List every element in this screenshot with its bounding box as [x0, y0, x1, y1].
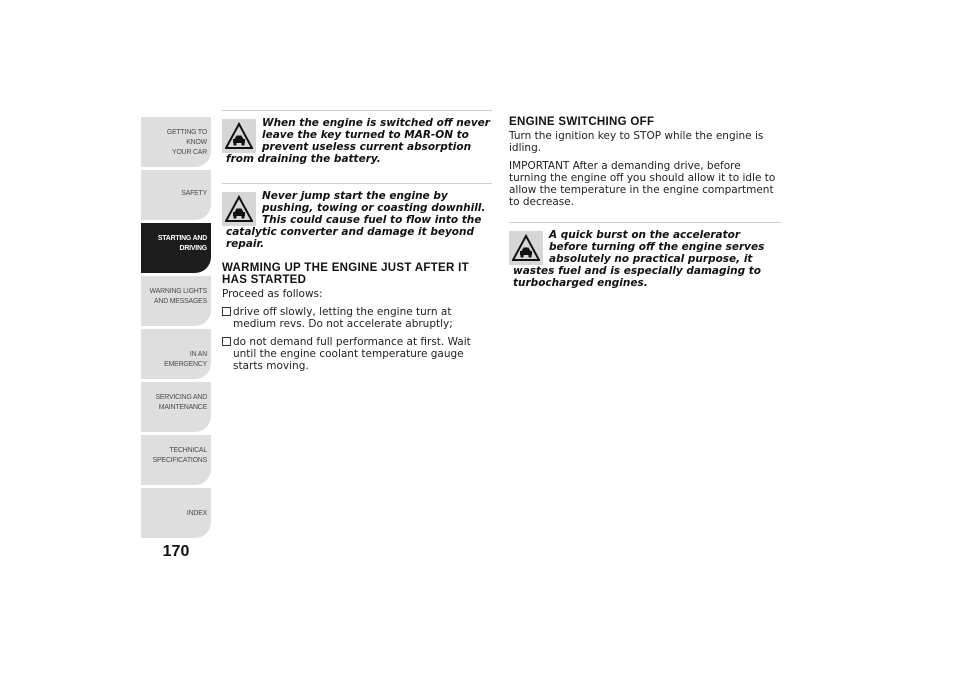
tab-starting-and-driving[interactable]	[141, 223, 211, 273]
checkbox-bullet-icon	[222, 307, 231, 316]
right-column	[509, 110, 781, 299]
section-heading: WARMING UP THE ENGINE JUST AFTER IT HAS STARTED	[222, 262, 469, 286]
chapter-tabs	[141, 117, 211, 541]
list-item	[222, 336, 492, 372]
warning-car-icon	[509, 231, 543, 265]
warning-box	[222, 110, 492, 165]
tab-label: STARTING AND DRIVING	[157, 233, 207, 252]
tab-technical-specifications[interactable]	[141, 435, 211, 485]
tab-label: GETTING TO KNOW YOUR CAR	[166, 127, 207, 156]
tab-getting-to-know[interactable]	[141, 117, 211, 167]
tab-servicing[interactable]	[141, 382, 211, 432]
tab-label: INDEX	[186, 508, 207, 517]
tab-label: SERVICING AND MAINTENANCE	[155, 392, 207, 411]
page-number: 170	[162, 543, 190, 560]
warning-box	[222, 183, 492, 250]
warning-text: Never jump start the engine by pushing, towing or coasting downhill. This could cause fuel to flow into the catalytic converter and damage it beyond repair.	[226, 190, 486, 250]
list-item-text: do not demand full performance at first. Wait until the engine coolant temperature gauge starts moving.	[233, 336, 471, 372]
section-heading: ENGINE SWITCHING OFF	[509, 116, 655, 128]
warning-text: A quick burst on the accelerator before turning off the engine serves absolutely no practical purpose, it wastes fuel and is especially damaging to turbocharged engines.	[513, 229, 765, 289]
paragraph: Proceed as follows:	[222, 288, 323, 300]
tab-label: WARNING LIGHTS AND MESSAGES	[149, 286, 207, 305]
tab-label: SAFETY	[181, 188, 207, 197]
list-item-text: drive off slowly, letting the engine turn at medium revs. Do not accelerate abruptly;	[233, 306, 453, 330]
tab-warning-lights[interactable]	[141, 276, 211, 326]
tab-in-an-emergency[interactable]	[141, 329, 211, 379]
warning-text: When the engine is switched off never leave the key turned to MAR-ON to prevent useless current absorption from draining the battery.	[226, 117, 490, 165]
paragraph: Turn the ignition key to STOP while the engine is idling.	[509, 130, 764, 154]
warning-car-icon	[222, 192, 256, 226]
tab-label: IN AN EMERGENCY	[164, 349, 207, 368]
tab-index[interactable]	[141, 488, 211, 538]
checkbox-bullet-icon	[222, 337, 231, 346]
tab-label: TECHNICAL SPECIFICATIONS	[152, 445, 207, 464]
tab-safety[interactable]	[141, 170, 211, 220]
list-item	[222, 306, 492, 330]
left-column	[222, 110, 492, 378]
warning-box	[509, 222, 781, 289]
warning-car-icon	[222, 119, 256, 153]
paragraph: IMPORTANT After a demanding drive, before turning the engine off you should allow it to idle to allow the temperature in the engine compartment to decrease.	[509, 160, 776, 208]
